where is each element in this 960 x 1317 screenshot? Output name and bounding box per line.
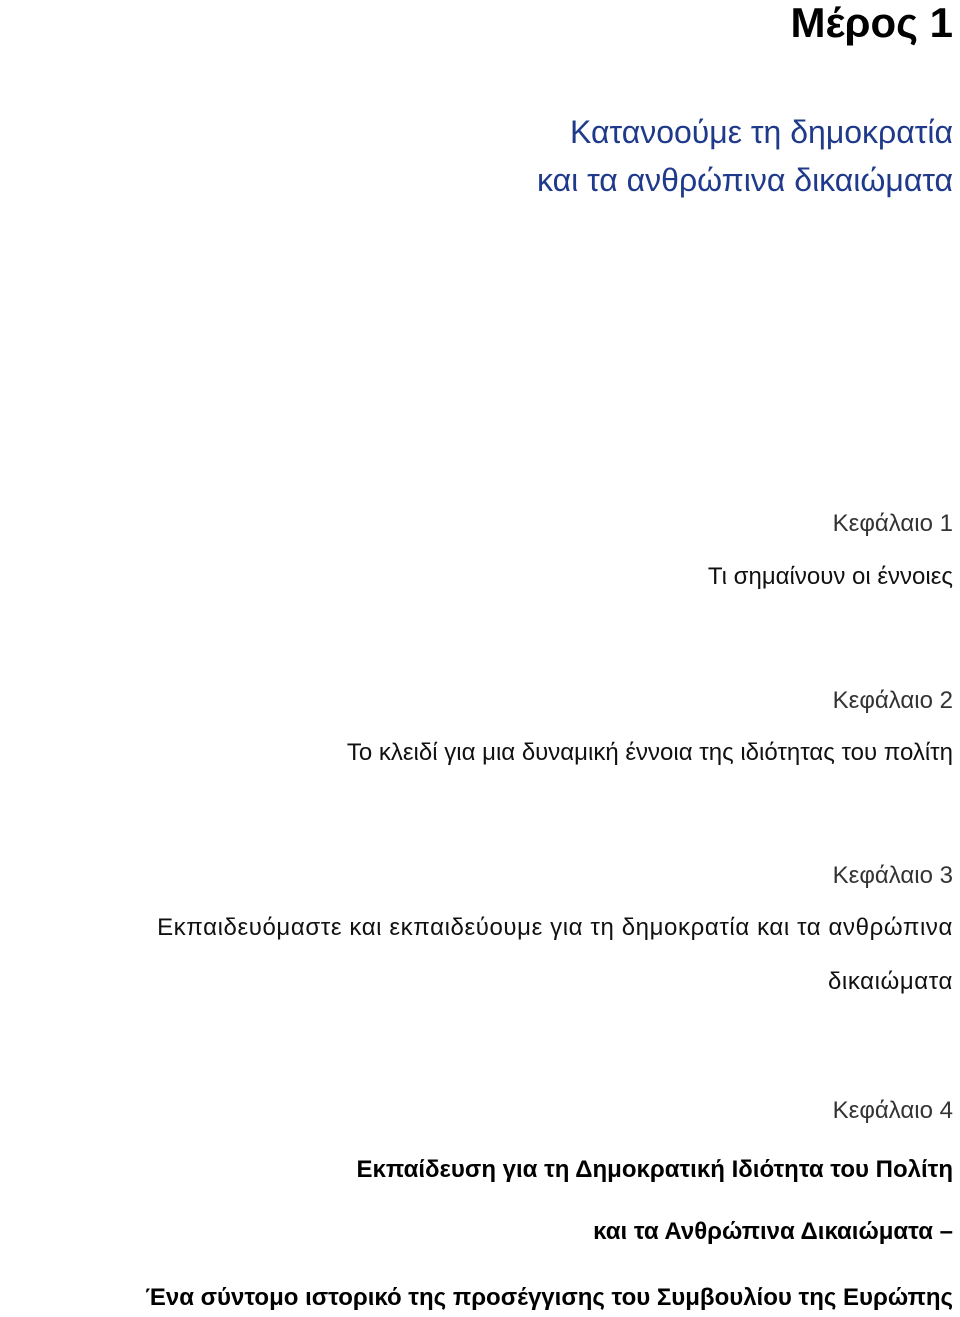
subtitle-line-2: και τα ανθρώπινα δικαιώματα xyxy=(536,162,953,198)
part-title: Μέρος 1 xyxy=(790,0,953,46)
chapter-3-title-line-1: Εκπαιδευόμαστε και εκπαιδεύουμε για τη δημοκρατία και τα ανθρώπινα xyxy=(157,914,953,941)
subtitle-line-1: Κατανοούμε τη δημοκρατία xyxy=(570,114,953,150)
chapter-2-title: Το κλειδί για μια δυναμική έννοια της ιδιότητας του πολίτη xyxy=(346,739,953,766)
chapter-3-title-line-2: δικαιώματα xyxy=(827,968,953,995)
chapter-4-title-line-1: Εκπαίδευση για τη Δημοκρατική Ιδιότητα του Πολίτη xyxy=(356,1156,953,1183)
chapter-1-title: Τι σημαίνουν οι έννοιες xyxy=(707,563,953,590)
chapter-1-number: Κεφάλαιο 1 xyxy=(832,510,953,537)
chapter-3-number: Κεφάλαιο 3 xyxy=(832,862,953,889)
chapter-4-title-line-2: και τα Ανθρώπινα Δικαιώματα – xyxy=(593,1218,953,1245)
chapter-4-title-line-3: Ένα σύντομο ιστορικό της προσέγγισης του Συμβουλίου της Ευρώπης xyxy=(145,1284,953,1311)
chapter-4-number: Κεφάλαιο 4 xyxy=(832,1097,953,1124)
chapter-2-number: Κεφάλαιο 2 xyxy=(832,687,953,714)
